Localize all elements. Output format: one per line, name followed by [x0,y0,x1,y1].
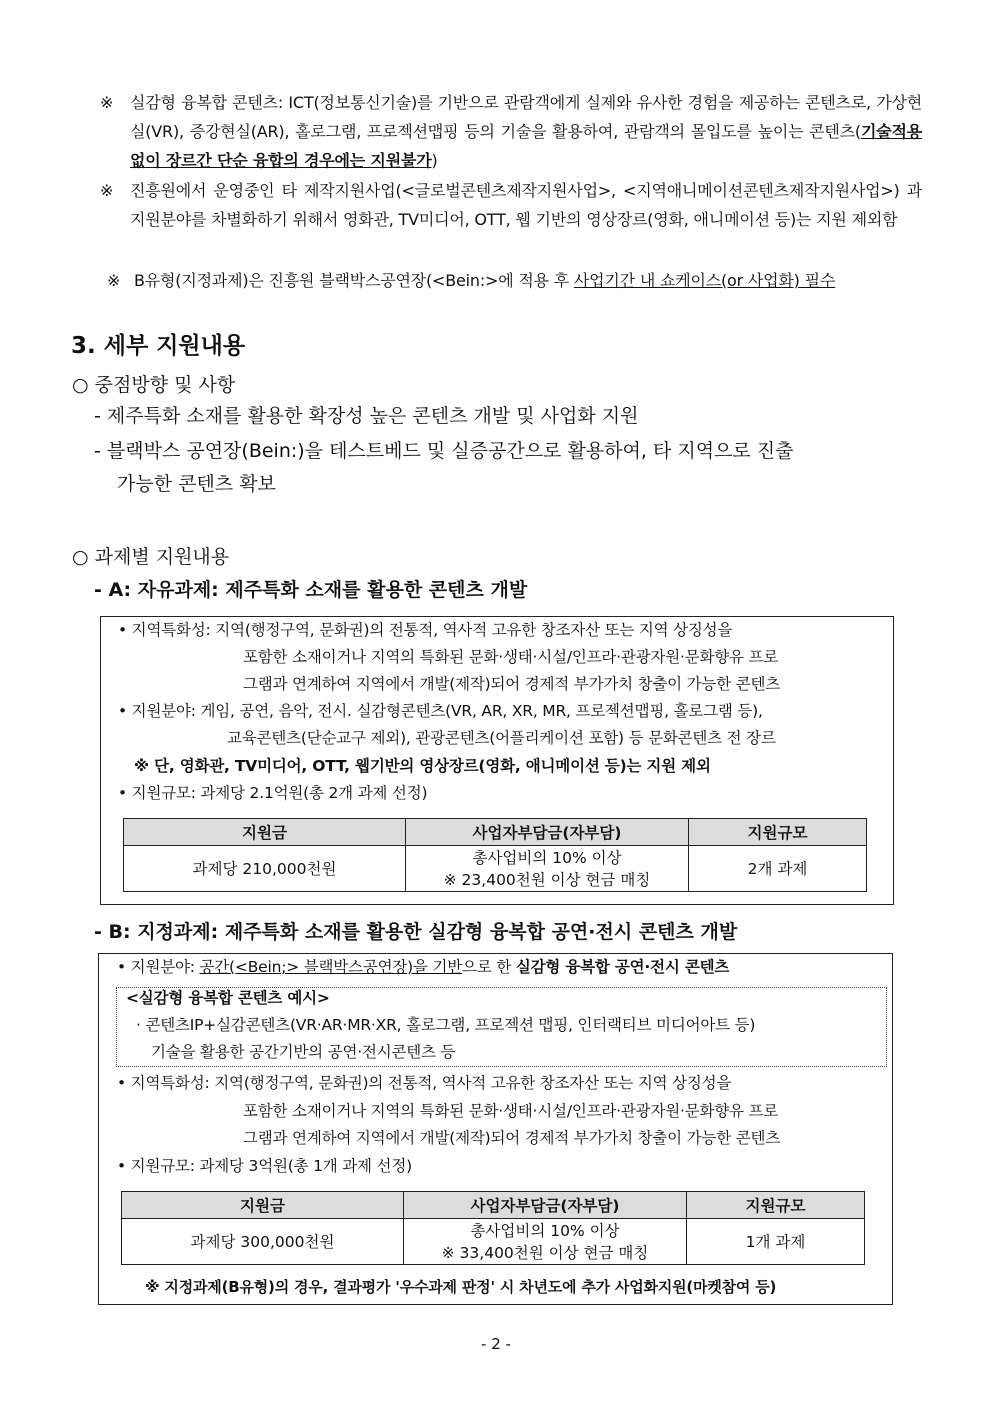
table-header: 지원규모 [689,819,867,846]
table-cell [404,1219,687,1265]
task-b-footnote: ※ 지정과제(B유형)의 경우, 결과평가 '우수과제 판정' 시 차년도에 추가 사업화지원(마켓참여 등) [145,1278,777,1296]
task-a-line: 포함한 소재이거나 지역의 특화된 문화·생태·시설/인프라·관광자원·문화향유 프로 [243,648,779,666]
task-b-field [117,954,729,981]
focus-item-2-cont: 가능한 콘텐츠 확보 [117,473,276,495]
note-text: 진흥원에서 운영중인 타 제작지원사업(<글로벌콘텐츠제작지원사업>, <지역애니메이션콘텐츠제작지원사업>) 과 지원분야를 차별화하기 위해서 영화관, TV미디어, OTT, 웹 기반의 영상장르(영화, 애니메이션 등)는 지원 제외함 [130,181,922,229]
note-mark: ※ [107,271,121,290]
task-b-line: • 지역특화성: 지역(행정구역, 문화권)의 전통적, 역사적 고유한 창조자산 또는 지역 상징성을 [117,1074,732,1092]
example-line: · 콘텐츠IP+실감콘텐츠(VR·AR·MR·XR, 홀로그램, 프로젝션 맵핑, 인터랙티브 미디어아트 등) [136,1016,756,1034]
task-a-line: 교육콘텐츠(단순교구 제외), 관광콘텐츠(어플리케이션 포함) 등 문화콘텐츠 전 장르 [227,729,776,747]
cell-line: ※ 33,400천원 이상 현금 매칭 [441,1243,649,1262]
example-title: <실감형 융복합 콘텐츠 예시> [126,989,330,1007]
task-b-line: • 지원규모: 과제당 3억원(총 1개 과제 선정) [117,1157,412,1175]
table-header: 지원금 [124,819,406,846]
task-a-line: • 지원분야: 게임, 공연, 음악, 전시. 실감형콘텐츠(VR, AR, XR, MR, 프로젝션맵핑, 홀로그램 등), [118,702,763,720]
task-a-line: • 지역특화성: 지역(행정구역, 문화권)의 전통적, 역사적 고유한 창조자산 또는 지역 상징성을 [118,621,733,639]
task-a-table [123,818,867,892]
table-cell: 2개 과제 [689,846,867,892]
table-cell [406,846,689,892]
note-text: B유형(지정과제)은 진흥원 블랙박스공연장(<Bein:>에 적용 후 [134,271,574,290]
task-heading: ○ 과제별 지원내용 [72,546,230,568]
table-row [124,846,867,892]
section-title: 3. 세부 지원내용 [71,333,246,359]
example-line: 기술을 활용한 공간기반의 공연·전시콘텐츠 등 [151,1043,456,1061]
note-type-b [107,266,922,295]
field-text: 으로 한 [462,958,516,976]
task-a-exclusion-note: ※ 단, 영화관, TV미디어, OTT, 웹기반의 영상장르(영화, 애니메이션 등)는 지원 제외 [134,757,711,775]
task-b-line: 그램과 연계하여 지역에서 개발(제작)되어 경제적 부가가치 창출이 가능한 콘텐츠 [243,1129,781,1147]
task-b-line: 포함한 소재이거나 지역의 특화된 문화·생태·시설/인프라·관광자원·문화향유 프로 [243,1102,779,1120]
focus-item-1: - 제주특화 소재를 활용한 확장성 높은 콘텐츠 개발 및 사업화 지원 [94,405,639,427]
focus-item-2: - 블랙박스 공연장(Bein:)을 테스트베드 및 실증공간으로 활용하여, 타 지역으로 진출 [94,440,794,462]
field-bold: 실감형 융복합 공연·전시 콘텐츠 [515,958,730,976]
page-number: - 2 - [481,1335,511,1353]
table-cell: 과제당 210,000천원 [124,846,406,892]
note-text-end: ) [431,151,438,170]
note-immersive-content [100,88,922,175]
table-header: 지원규모 [687,1192,865,1219]
note-emphasis: 사업기간 내 쇼케이스(or 사업화) 필수 [573,271,836,290]
cell-line: ※ 23,400천원 이상 현금 매칭 [443,870,651,889]
task-a-title: - A: 자유과제: 제주특화 소재를 활용한 콘텐츠 개발 [94,579,528,601]
table-cell: 1개 과제 [687,1219,865,1265]
focus-heading: ○ 중점방향 및 사항 [72,374,236,396]
cell-line: 총사업비의 10% 이상 [472,848,622,867]
task-b-title: - B: 지정과제: 제주특화 소재를 활용한 실감형 융복합 공연·전시 콘텐츠 개발 [94,921,738,943]
task-a-line: • 지원규모: 과제당 2.1억원(총 2개 과제 선정) [118,784,428,802]
table-row [122,1219,865,1265]
note-exclusion [100,176,922,234]
field-underlined: 공간(<Bein;> 블랙박스공연장)을 기반 [199,958,463,976]
note-text: 실감형 융복합 콘텐츠: ICT(정보통신기술)를 기반으로 관람객에게 실제와 유사한 경험을 제공하는 콘텐츠로, 가상현실(VR), 증강현실(AR), 홀로그램, 프로젝션맵핑 등의 기술을 활용하여, 관람객의 몰입도를 높이는 콘텐츠( [130,93,922,141]
table-header: 지원금 [122,1192,404,1219]
table-header: 사업자부담금(자부담) [406,819,689,846]
field-label: • 지원분야: [117,958,200,976]
cell-line: 총사업비의 10% 이상 [470,1221,620,1240]
task-a-line: 그램과 연계하여 지역에서 개발(제작)되어 경제적 부가가치 창출이 가능한 콘텐츠 [243,675,781,693]
task-b-table [121,1191,865,1265]
note-mark: ※ [100,181,114,200]
table-cell: 과제당 300,000천원 [122,1219,404,1265]
note-emphasis: 기술적용 없이 장르간 단순 융합의 경우에는 지원불가 [130,122,922,170]
table-header: 사업자부담금(자부담) [404,1192,687,1219]
note-mark: ※ [100,93,114,112]
